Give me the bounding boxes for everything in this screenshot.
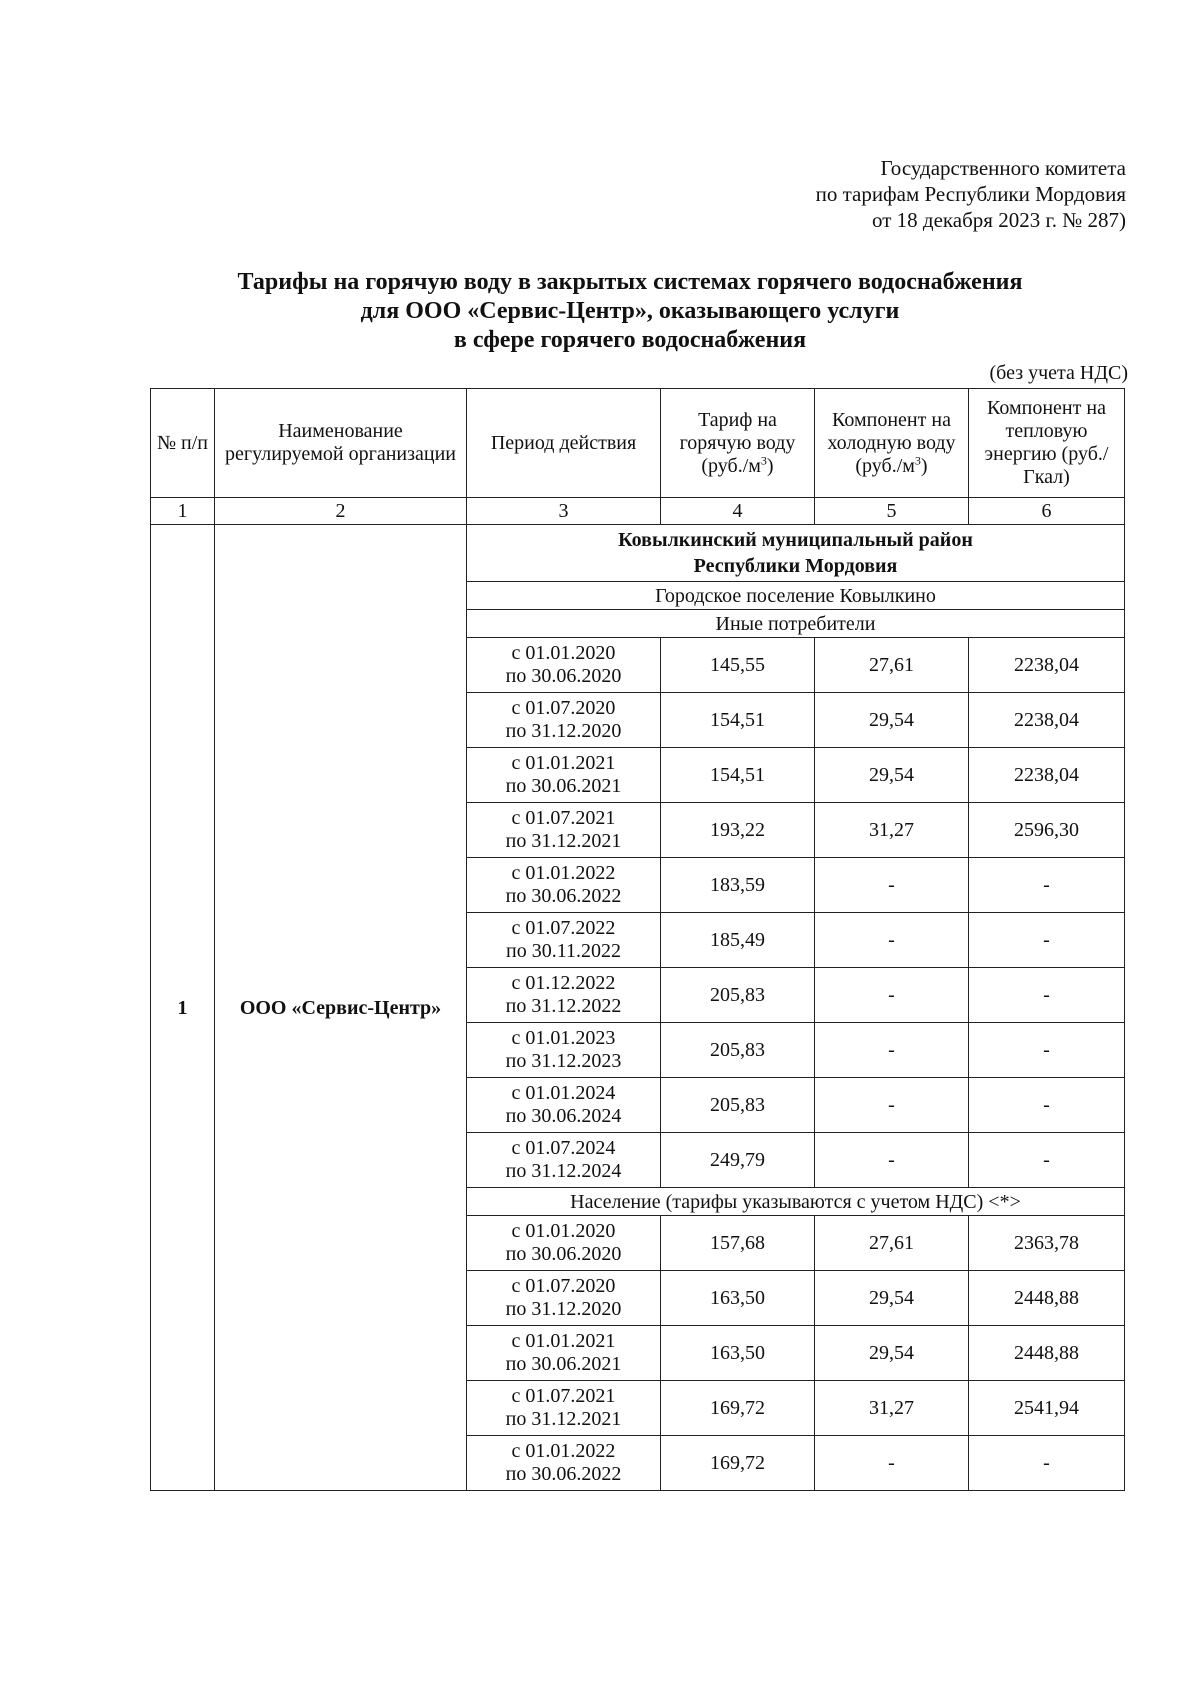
cold-component-cell: -: [815, 968, 969, 1023]
title-line-3: в сфере горячего водоснабжения: [453, 327, 807, 353]
period-to: по 30.06.2021: [505, 775, 622, 797]
heat-component-cell: -: [969, 1133, 1125, 1188]
tariff-cell: 154,51: [661, 693, 815, 748]
cold-component-cell: 31,27: [815, 803, 969, 858]
document-header: [816, 155, 1126, 233]
tariff-cell: 249,79: [661, 1133, 815, 1188]
cold-component-cell: -: [815, 913, 969, 968]
period-to: по 30.06.2022: [505, 1463, 622, 1485]
period-to: по 30.06.2021: [505, 1353, 622, 1375]
group-other-cell: Иные потребители: [467, 610, 1125, 638]
heat-component-cell: 2448,88: [969, 1326, 1125, 1381]
region-cell: [467, 525, 1125, 582]
header-num: № п/п: [151, 389, 215, 498]
period-cell: [467, 858, 661, 913]
header-org: Наименование регулируемой организации: [215, 389, 467, 498]
cold-component-cell: 29,54: [815, 1271, 969, 1326]
period-cell: [467, 748, 661, 803]
period-cell: [467, 803, 661, 858]
cold-component-cell: 29,54: [815, 748, 969, 803]
col-number: 5: [815, 498, 969, 525]
period-from: с 01.07.2021: [511, 1385, 616, 1407]
period-cell: [467, 1023, 661, 1078]
header-line-3: от 18 декабря 2023 г. № 287): [872, 208, 1126, 232]
tariff-cell: 157,68: [661, 1216, 815, 1271]
heat-component-cell: -: [969, 913, 1125, 968]
region-line-2: Республики Мордовия: [693, 555, 898, 577]
period-from: с 01.01.2021: [511, 752, 616, 774]
tariff-cell: 205,83: [661, 1078, 815, 1133]
group-population-cell: Население (тарифы указываются с учетом НДС) <*>: [467, 1188, 1125, 1216]
period-from: с 01.01.2020: [511, 642, 616, 664]
heat-component-cell: 2238,04: [969, 638, 1125, 693]
header-period: Период действия: [467, 389, 661, 498]
cold-component-cell: -: [815, 1023, 969, 1078]
period-from: с 01.01.2020: [511, 1220, 616, 1242]
tariff-cell: 163,50: [661, 1326, 815, 1381]
period-cell: [467, 1216, 661, 1271]
heat-component-cell: 2363,78: [969, 1216, 1125, 1271]
period-cell: [467, 1133, 661, 1188]
region-line-1: Ковылкинский муниципальный район: [618, 529, 973, 551]
period-from: с 01.07.2021: [511, 807, 616, 829]
heat-component-cell: 2596,30: [969, 803, 1125, 858]
cold-component-cell: 27,61: [815, 1216, 969, 1271]
region-row: [151, 525, 1125, 582]
period-to: по 31.12.2021: [505, 1408, 622, 1430]
header-heat: Компонент на тепловую энергию (руб./Гкал): [969, 389, 1125, 498]
header-tariff-paren: ): [766, 454, 774, 477]
period-to: по 30.06.2024: [505, 1105, 622, 1127]
header-line-1: Государственного комитета: [880, 156, 1126, 180]
period-from: с 01.07.2022: [511, 917, 616, 939]
heat-component-cell: -: [969, 968, 1125, 1023]
period-to: по 31.12.2020: [505, 1298, 622, 1320]
cold-component-cell: 29,54: [815, 693, 969, 748]
period-from: с 01.07.2020: [511, 697, 616, 719]
cold-component-cell: 29,54: [815, 1326, 969, 1381]
period-to: по 31.12.2021: [505, 830, 622, 852]
row-number-cell: 1: [151, 525, 215, 1491]
cold-component-cell: -: [815, 1436, 969, 1491]
heat-component-cell: -: [969, 1436, 1125, 1491]
period-from: с 01.01.2022: [511, 1440, 616, 1462]
tariff-cell: 169,72: [661, 1381, 815, 1436]
period-to: по 30.06.2020: [505, 1243, 622, 1265]
header-cold-text: Компонент на холодную воду (руб./м: [827, 408, 956, 477]
tariff-cell: 169,72: [661, 1436, 815, 1491]
col-number: 3: [467, 498, 661, 525]
period-to: по 30.06.2020: [505, 665, 622, 687]
tariff-cell: 154,51: [661, 748, 815, 803]
header-cold-paren: ): [920, 454, 928, 477]
period-to: по 31.12.2023: [505, 1050, 622, 1072]
period-cell: [467, 1381, 661, 1436]
heat-component-cell: -: [969, 858, 1125, 913]
period-to: по 31.12.2020: [505, 720, 622, 742]
period-cell: [467, 693, 661, 748]
column-number-row: [151, 498, 1125, 525]
period-cell: [467, 1078, 661, 1133]
period-to: по 30.06.2022: [505, 885, 622, 907]
period-cell: [467, 1436, 661, 1491]
header-tariff: [661, 389, 815, 498]
period-to: по 31.12.2022: [505, 995, 622, 1017]
period-from: с 01.12.2022: [511, 972, 616, 994]
period-cell: [467, 913, 661, 968]
col-number: 6: [969, 498, 1125, 525]
heat-component-cell: -: [969, 1023, 1125, 1078]
period-from: с 01.01.2023: [511, 1027, 616, 1049]
header-tariff-text: Тариф на горячую воду (руб./м: [679, 408, 796, 477]
header-cold: [815, 389, 969, 498]
settlement-cell: Городское поселение Ковылкино: [467, 582, 1125, 610]
period-to: по 31.12.2024: [505, 1160, 622, 1182]
tariff-cell: 183,59: [661, 858, 815, 913]
cold-component-cell: -: [815, 1078, 969, 1133]
heat-component-cell: 2238,04: [969, 748, 1125, 803]
title-line-2: для ООО «Сервис-Центр», оказывающего услуги: [360, 298, 900, 324]
org-name-cell: ООО «Сервис-Центр»: [215, 525, 467, 1491]
period-cell: [467, 1271, 661, 1326]
heat-component-cell: 2238,04: [969, 693, 1125, 748]
table-header-row: [151, 389, 1125, 498]
cold-component-cell: -: [815, 1133, 969, 1188]
period-cell: [467, 638, 661, 693]
col-number: 4: [661, 498, 815, 525]
header-cold-sup: 3: [914, 452, 921, 467]
header-line-2: по тарифам Республики Мордовия: [815, 182, 1126, 206]
tariff-cell: 145,55: [661, 638, 815, 693]
col-number: 2: [215, 498, 467, 525]
tariff-cell: 163,50: [661, 1271, 815, 1326]
heat-component-cell: -: [969, 1078, 1125, 1133]
period-to: по 30.11.2022: [506, 940, 621, 962]
period-from: с 01.01.2022: [511, 862, 616, 884]
vat-note: (без учета НДС): [989, 362, 1128, 384]
heat-component-cell: 2448,88: [969, 1271, 1125, 1326]
cold-component-cell: -: [815, 858, 969, 913]
period-from: с 01.01.2021: [511, 1330, 616, 1352]
tariff-cell: 205,83: [661, 968, 815, 1023]
tariff-cell: 185,49: [661, 913, 815, 968]
col-number: 1: [151, 498, 215, 525]
period-from: с 01.07.2020: [511, 1275, 616, 1297]
heat-component-cell: 2541,94: [969, 1381, 1125, 1436]
period-cell: [467, 1326, 661, 1381]
tariff-cell: 193,22: [661, 803, 815, 858]
cold-component-cell: 31,27: [815, 1381, 969, 1436]
document-title: [150, 268, 1110, 355]
header-tariff-sup: 3: [760, 452, 767, 467]
period-cell: [467, 968, 661, 1023]
period-from: с 01.07.2024: [511, 1137, 616, 1159]
tariff-table: [150, 388, 1125, 1491]
title-line-1: Тарифы на горячую воду в закрытых системах горячего водоснабжения: [237, 269, 1023, 295]
period-from: с 01.01.2024: [511, 1082, 616, 1104]
cold-component-cell: 27,61: [815, 638, 969, 693]
tariff-cell: 205,83: [661, 1023, 815, 1078]
